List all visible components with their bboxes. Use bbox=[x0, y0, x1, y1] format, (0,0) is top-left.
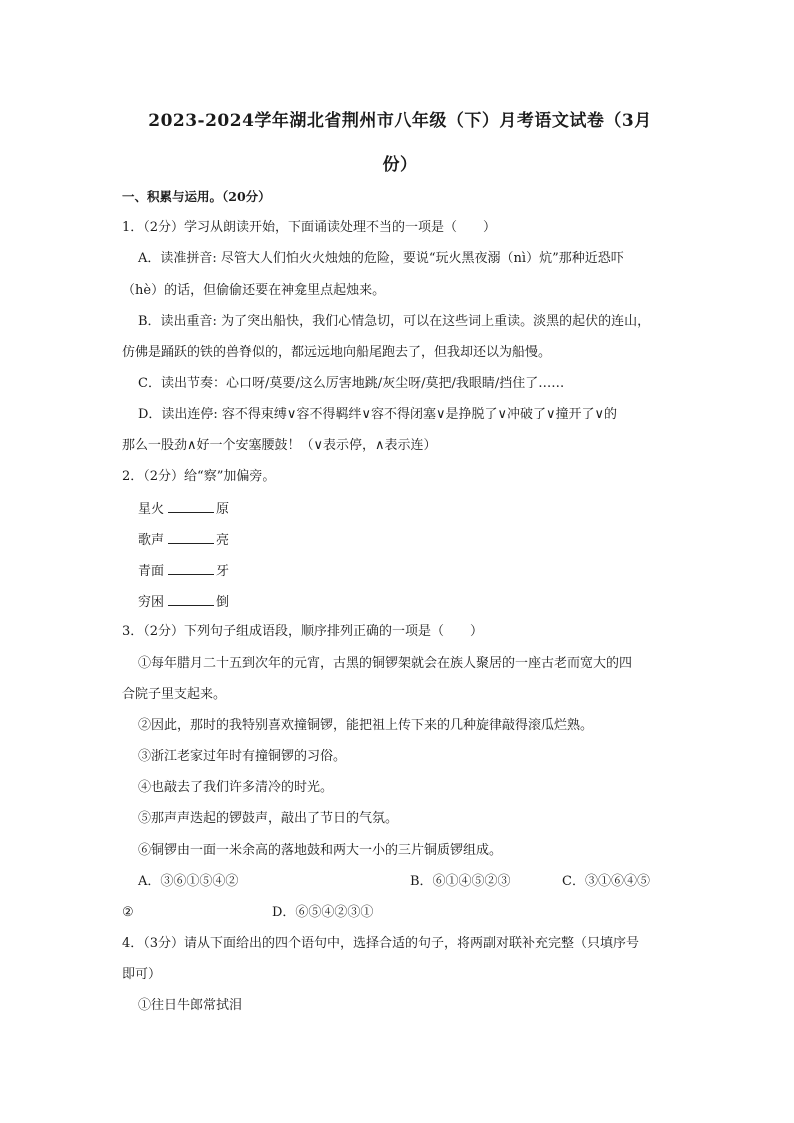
question-1-option-d: D．读出连停: 容不得束缚∨容不得羁绊∨容不得闭塞∨是挣脱了∨冲破了∨撞开了∨的 bbox=[138, 407, 618, 422]
page-title: 2023-2024学年湖北省荆州市八年级（下）月考语文试卷（3月 bbox=[148, 111, 652, 131]
page-title-continued: 份） bbox=[382, 155, 418, 175]
option-b: B．⑥①④⑤②③ bbox=[410, 874, 511, 889]
option-c-cont: ② bbox=[122, 905, 134, 920]
question-1-option-d-cont: 那么一股劲∧好一个安塞腰鼓！（∨表示停，∧表示连） bbox=[122, 438, 437, 453]
couplet-sentence-1: ①往日牛郎常拭泪 bbox=[138, 998, 243, 1013]
sentence-4: ④也敲去了我们许多清冷的时光。 bbox=[138, 780, 334, 795]
question-1-option-a-cont: （hè）的话，但偷偷还要在神龛里点起烛来。 bbox=[122, 283, 386, 298]
question-2-stem: 2．（2分）给“察”加偏旁。 bbox=[122, 469, 276, 484]
option-c: C．③①⑥④⑤ bbox=[562, 874, 650, 889]
section-heading: 一、积累与运用。（20分） bbox=[122, 189, 271, 204]
option-d: D．⑥⑤④②③① bbox=[272, 905, 374, 920]
question-4-stem: 4．（3分）请从下面给出的四个语句中，选择合适的句子，将两副对联补充完整（只填序号 bbox=[122, 936, 640, 951]
answer-blank[interactable] bbox=[168, 500, 214, 513]
answer-blank[interactable] bbox=[168, 593, 214, 606]
question-1-option-b: B．读出重音: 为了突出船快，我们心情急切，可以在这些词上重读。淡黑的起伏的连山， bbox=[138, 314, 651, 329]
sentence-3: ③浙江老家过年时有撞铜锣的习俗。 bbox=[138, 749, 347, 764]
question-1-stem: 1．（2分）学习从朗读开始，下面诵读处理不当的一项是（ ） bbox=[122, 220, 497, 235]
fill-blank-item: 穷困 倒 bbox=[138, 595, 230, 610]
answer-blank[interactable] bbox=[168, 531, 214, 544]
fill-blank-item: 歌声 亮 bbox=[138, 533, 230, 548]
fill-blank-item: 星火 原 bbox=[138, 502, 230, 517]
question-4-stem-cont: 即可） bbox=[122, 967, 162, 982]
question-3-stem: 3．（2分）下列句子组成语段，顺序排列正确的一项是（ ） bbox=[122, 624, 484, 639]
sentence-6: ⑥铜锣由一面一米余高的落地鼓和两大一小的三片铜质锣组成。 bbox=[138, 843, 503, 858]
sentence-1-cont: 合院子里支起来。 bbox=[122, 687, 227, 702]
option-a: A．③⑥①⑤④② bbox=[138, 874, 239, 889]
question-1-option-b-cont: 仿佛是踊跃的铁的兽脊似的，都远远地向船尾跑去了，但我却还以为船慢。 bbox=[122, 345, 552, 360]
fill-blank-item: 青面 牙 bbox=[138, 564, 230, 579]
sentence-2: ②因此，那时的我特别喜欢撞铜锣，能把祖上传下来的几种旋律敲得滚瓜烂熟。 bbox=[138, 718, 594, 733]
question-1-option-c: C．读出节奏：心口呀/莫要/这么厉害地跳/灰尘呀/莫把/我眼睛/挡住了…… bbox=[138, 376, 565, 391]
answer-blank[interactable] bbox=[168, 562, 214, 575]
question-1-option-a: A．读准拼音: 尽管大人们怕火火烛烛的危险，要说“玩火黑夜溺（nì）炕”那种近恐吓 bbox=[138, 251, 624, 266]
sentence-5: ⑤那声声迭起的锣鼓声，敲出了节日的气氛。 bbox=[138, 811, 399, 826]
sentence-1: ①每年腊月二十五到次年的元宵，古黑的铜锣架就会在族人聚居的一座古老而宽大的四 bbox=[138, 656, 633, 671]
